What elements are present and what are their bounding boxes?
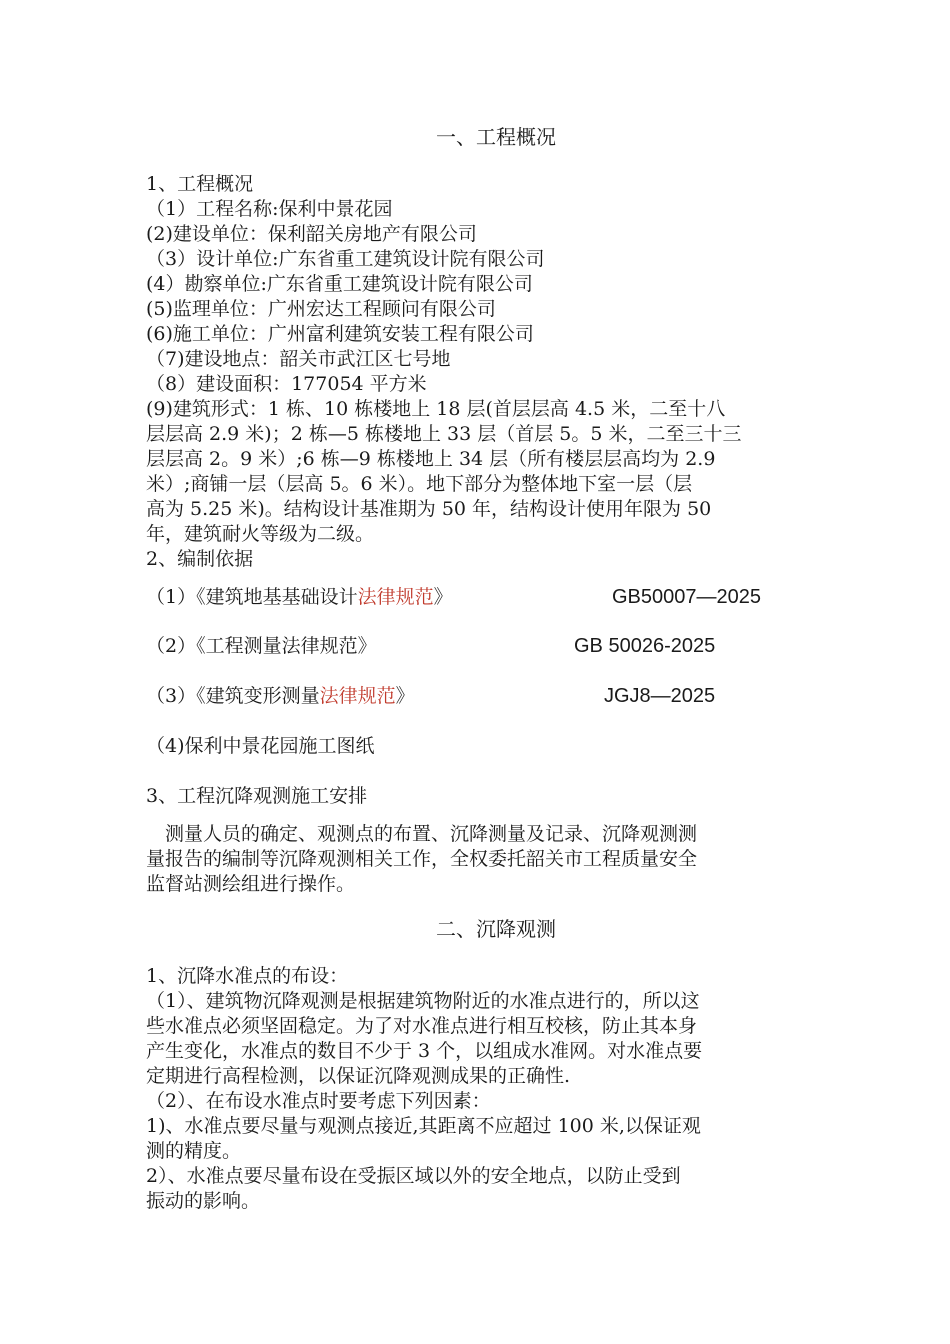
section2-line: 定期进行高程检测，以保证沉降观测成果的正确性. <box>146 1065 571 1087</box>
ref-code: JGJ8—2025 <box>604 685 716 707</box>
item-supervisor: (5)监理单位：广州宏达工程顾问有限公司 <box>146 298 496 320</box>
section2-line: 产生变化，水准点的数目不少于 3 个，以组成水准网。对水准点要 <box>146 1040 703 1062</box>
section2-sub1-title: 1、沉降水准点的布设： <box>146 965 349 987</box>
item-area: （8）建设面积：177054 平方米 <box>146 373 427 395</box>
ref-code: GB50007—2025 <box>612 586 762 608</box>
ref-item: （3）《建筑变形测量法律规范》 <box>146 685 415 707</box>
item9-line: 层层高 2.9 米)；2 栋—5 栋楼地上 33 层（首层 5。5 米，二至三十三 <box>146 423 742 445</box>
sub3-line: 测量人员的确定、观测点的布置、沉降测量及记录、沉降观测测 <box>146 823 698 845</box>
sub1-title: 1、工程概况 <box>146 173 254 195</box>
section2-line: （2）、在布设水准点时要考虑下列因素： <box>146 1090 491 1112</box>
ref-item: （2）《工程测量法律规范》 <box>146 635 377 657</box>
section2-line: 振动的影响。 <box>146 1190 261 1212</box>
item9-line: 高为 5.25 米)。结构设计基准期为 50 年，结构设计使用年限为 50 <box>146 498 712 520</box>
item-contractor: (6)施工单位：广州富利建筑安装工程有限公司 <box>146 323 534 345</box>
section2-line: （1）、建筑物沉降观测是根据建筑物附近的水准点进行的，所以这 <box>146 990 700 1012</box>
ref-code: GB 50026-2025 <box>574 635 716 657</box>
section2-line: 测的精度。 <box>146 1140 242 1162</box>
item-developer: (2)建设单位：保利韶关房地产有限公司 <box>146 223 477 245</box>
sub3-line: 监督站测绘组进行操作。 <box>146 873 356 895</box>
item9-line: 米）;商铺一层（层高 5。6 米）。地下部分为整体地下室一层（层 <box>146 473 693 495</box>
item-designer: （3）设计单位:广东省重工建筑设计院有限公司 <box>146 248 545 270</box>
section1-title: 一、工程概况 <box>436 125 556 149</box>
section2-line: 2）、水准点要尽量布设在受振区域以外的安全地点，以防止受到 <box>146 1165 681 1187</box>
item9-line: 年，建筑耐火等级为二级。 <box>146 523 375 545</box>
ref-item-drawings: （4)保利中景花园施工图纸 <box>146 735 375 757</box>
item9-line: (9)建筑形式：1 栋、10 栋楼地上 18 层(首层层高 4.5 米，二至十八 <box>146 398 726 420</box>
sub3-line: 量报告的编制等沉降观测相关工作，全权委托韶关市工程质量安全 <box>146 848 698 870</box>
ref-item: （1）《建筑地基基础设计法律规范》 <box>146 586 453 608</box>
section2-title: 二、沉降观测 <box>436 917 556 941</box>
item9-line: 层层高 2。9 米）;6 栋—9 栋楼地上 34 层（所有楼层层高均为 2.9 <box>146 448 716 470</box>
section2-line: 1)、水准点要尽量与观测点接近,其距离不应超过 100 米,以保证观 <box>146 1115 701 1137</box>
item-location: （7)建设地点：韶关市武江区七号地 <box>146 348 451 370</box>
item-surveyor: (4）勘察单位:广东省重工建筑设计院有限公司 <box>146 273 533 295</box>
sub2-title: 2、编制依据 <box>146 548 254 570</box>
sub3-title: 3、工程沉降观测施工安排 <box>146 785 368 807</box>
item-project-name: （1）工程名称:保利中景花园 <box>146 198 393 220</box>
section2-line: 些水准点必须坚固稳定。为了对水准点进行相互校核，防止其本身 <box>146 1015 698 1037</box>
